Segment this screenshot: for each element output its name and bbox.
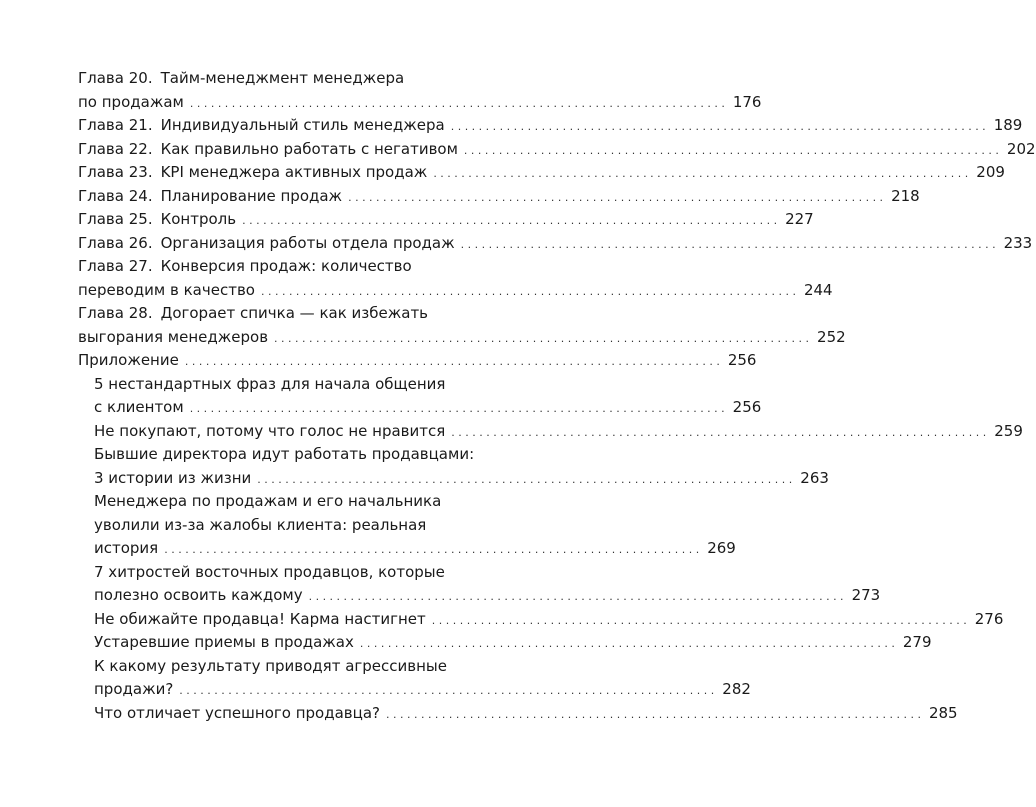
page-number: 209 (976, 163, 1005, 181)
dot-leader (360, 632, 895, 656)
toc-entry (94, 443, 829, 490)
page-number: 233 (1003, 233, 1033, 252)
toc-line (94, 561, 492, 585)
dot-leader (386, 703, 921, 727)
chapter-number: Глава 27. (78, 257, 153, 275)
entry-title: Как правильно работать с негативом (160, 139, 458, 158)
toc-line (78, 208, 814, 232)
chapter-number: Глава 22. (78, 139, 153, 158)
entry-title: Тайм-менеджмент менеджера (160, 69, 405, 87)
toc-entry (78, 208, 814, 232)
toc-line (94, 608, 1004, 632)
toc-line (78, 91, 762, 115)
chapter-number: Глава 25. (78, 210, 153, 228)
toc-entry (78, 67, 762, 114)
page-number: 202 (1006, 139, 1036, 158)
page-number: 269 (707, 539, 736, 557)
toc-line (78, 161, 1005, 185)
chapter-number: Глава 24. (78, 186, 153, 205)
chapter-number: Глава 23. (78, 163, 153, 181)
toc-line (78, 67, 492, 91)
toc-entry (94, 561, 881, 608)
entry-title: история (94, 539, 159, 557)
table-of-contents (78, 67, 1036, 725)
toc-line (78, 326, 846, 350)
toc-line (94, 373, 492, 397)
dot-leader (185, 350, 720, 374)
toc-entry (94, 608, 1004, 632)
entry-title: Не обижайте продавца! Карма настигнет (94, 609, 426, 628)
toc-line (78, 279, 833, 303)
toc-line (94, 396, 762, 420)
entry-title: полезно освоить каждому (94, 586, 303, 604)
dot-leader (257, 468, 792, 492)
chapter-number: Глава 20. (78, 69, 153, 87)
entry-title: 7 хитростей восточных продавцов, которые (94, 562, 445, 581)
toc-entry (78, 232, 1033, 256)
entry-title: выгорания менеджеров (78, 327, 269, 346)
toc-line (94, 584, 881, 608)
toc-line (94, 490, 492, 514)
toc-line (94, 702, 958, 726)
entry-title: Приложение (78, 351, 179, 369)
chapter-number: Глава 26. (78, 233, 153, 252)
dot-leader (451, 115, 986, 139)
entry-title: переводим в качество (78, 280, 255, 299)
page-number: 285 (928, 703, 958, 722)
dot-leader (164, 538, 699, 562)
entry-title: Организация работы отдела продаж (160, 233, 455, 252)
toc-entry (94, 655, 751, 702)
entry-title: Что отличает успешного продавца? (94, 703, 380, 722)
toc-entry (78, 161, 1005, 185)
dot-leader (461, 233, 996, 257)
page-number: 263 (800, 468, 829, 487)
page-number: 256 (732, 398, 762, 416)
entry-title: Менеджера по продажам и его начальника (94, 492, 442, 510)
entry-title: с клиентом (94, 398, 184, 416)
toc-line (94, 467, 829, 491)
page-number: 282 (722, 680, 751, 698)
chapter-number: Глава 21. (78, 116, 153, 134)
page-number: 276 (974, 609, 1004, 628)
dot-leader (464, 139, 999, 163)
toc-entry (94, 420, 1023, 444)
toc-entry (78, 302, 846, 349)
page-number: 256 (727, 351, 757, 369)
page-number: 273 (851, 586, 881, 604)
entry-title: 5 нестандартных фраз для начала общения (94, 374, 446, 393)
dot-leader (309, 585, 844, 609)
toc-line (94, 678, 751, 702)
toc-entry (94, 490, 736, 561)
toc-entry (78, 255, 833, 302)
toc-line (78, 114, 1023, 138)
dot-leader (432, 609, 967, 633)
dot-leader (274, 327, 809, 351)
entry-title: К какому результату приводят агрессивные (94, 656, 447, 675)
dot-leader (179, 679, 714, 703)
toc-line (78, 232, 1033, 256)
page-number: 252 (817, 327, 846, 346)
toc-line (94, 420, 1023, 444)
entry-title: Устаревшие приемы в продажах (94, 633, 354, 651)
dot-leader (190, 397, 725, 421)
toc-line (78, 349, 757, 373)
entry-title: продажи? (94, 680, 174, 698)
dot-leader (242, 209, 777, 233)
toc-line (78, 302, 492, 326)
entry-title: Планирование продаж (160, 186, 343, 205)
toc-entry (94, 631, 932, 655)
entry-title: KPI менеджера активных продаж (160, 163, 428, 181)
toc-line (78, 255, 492, 279)
entry-title: по продажам (78, 92, 184, 111)
page-number: 244 (803, 280, 833, 299)
entry-title: Конверсия продаж: количество (160, 257, 412, 275)
entry-title: Индивидуальный стиль менеджера (160, 116, 445, 134)
entry-title: Догорает спичка — как избежать (160, 304, 429, 322)
page-number: 176 (732, 92, 762, 111)
dot-leader (261, 280, 796, 304)
toc-entry (78, 114, 1023, 138)
toc-entry (78, 185, 920, 209)
toc-entry (94, 702, 958, 726)
entry-title: Не покупают, потому что голос не нравится (94, 421, 446, 440)
toc-line (78, 185, 920, 209)
toc-line (94, 443, 492, 467)
dot-leader (348, 186, 883, 210)
page-number: 189 (993, 116, 1023, 134)
toc-line (78, 138, 1036, 162)
toc-entry (78, 138, 1036, 162)
dot-leader (433, 162, 968, 186)
toc-line (94, 655, 492, 679)
page-number: 259 (994, 421, 1023, 440)
entry-title: уволили из-за жалобы клиента: реальная (94, 515, 427, 534)
entry-title: Контроль (160, 210, 237, 228)
page-number: 279 (902, 633, 932, 651)
page-number: 227 (785, 210, 814, 228)
toc-line (94, 514, 492, 538)
entry-title: 3 истории из жизни (94, 468, 252, 487)
dot-leader (451, 421, 986, 445)
entry-title: Бывшие директора идут работать продавцами: (94, 445, 475, 463)
toc-entry (78, 349, 757, 373)
dot-leader (190, 92, 725, 116)
page-number: 218 (891, 186, 920, 205)
toc-entry (94, 373, 762, 420)
chapter-number: Глава 28. (78, 304, 153, 322)
toc-line (94, 631, 932, 655)
toc-line (94, 537, 736, 561)
